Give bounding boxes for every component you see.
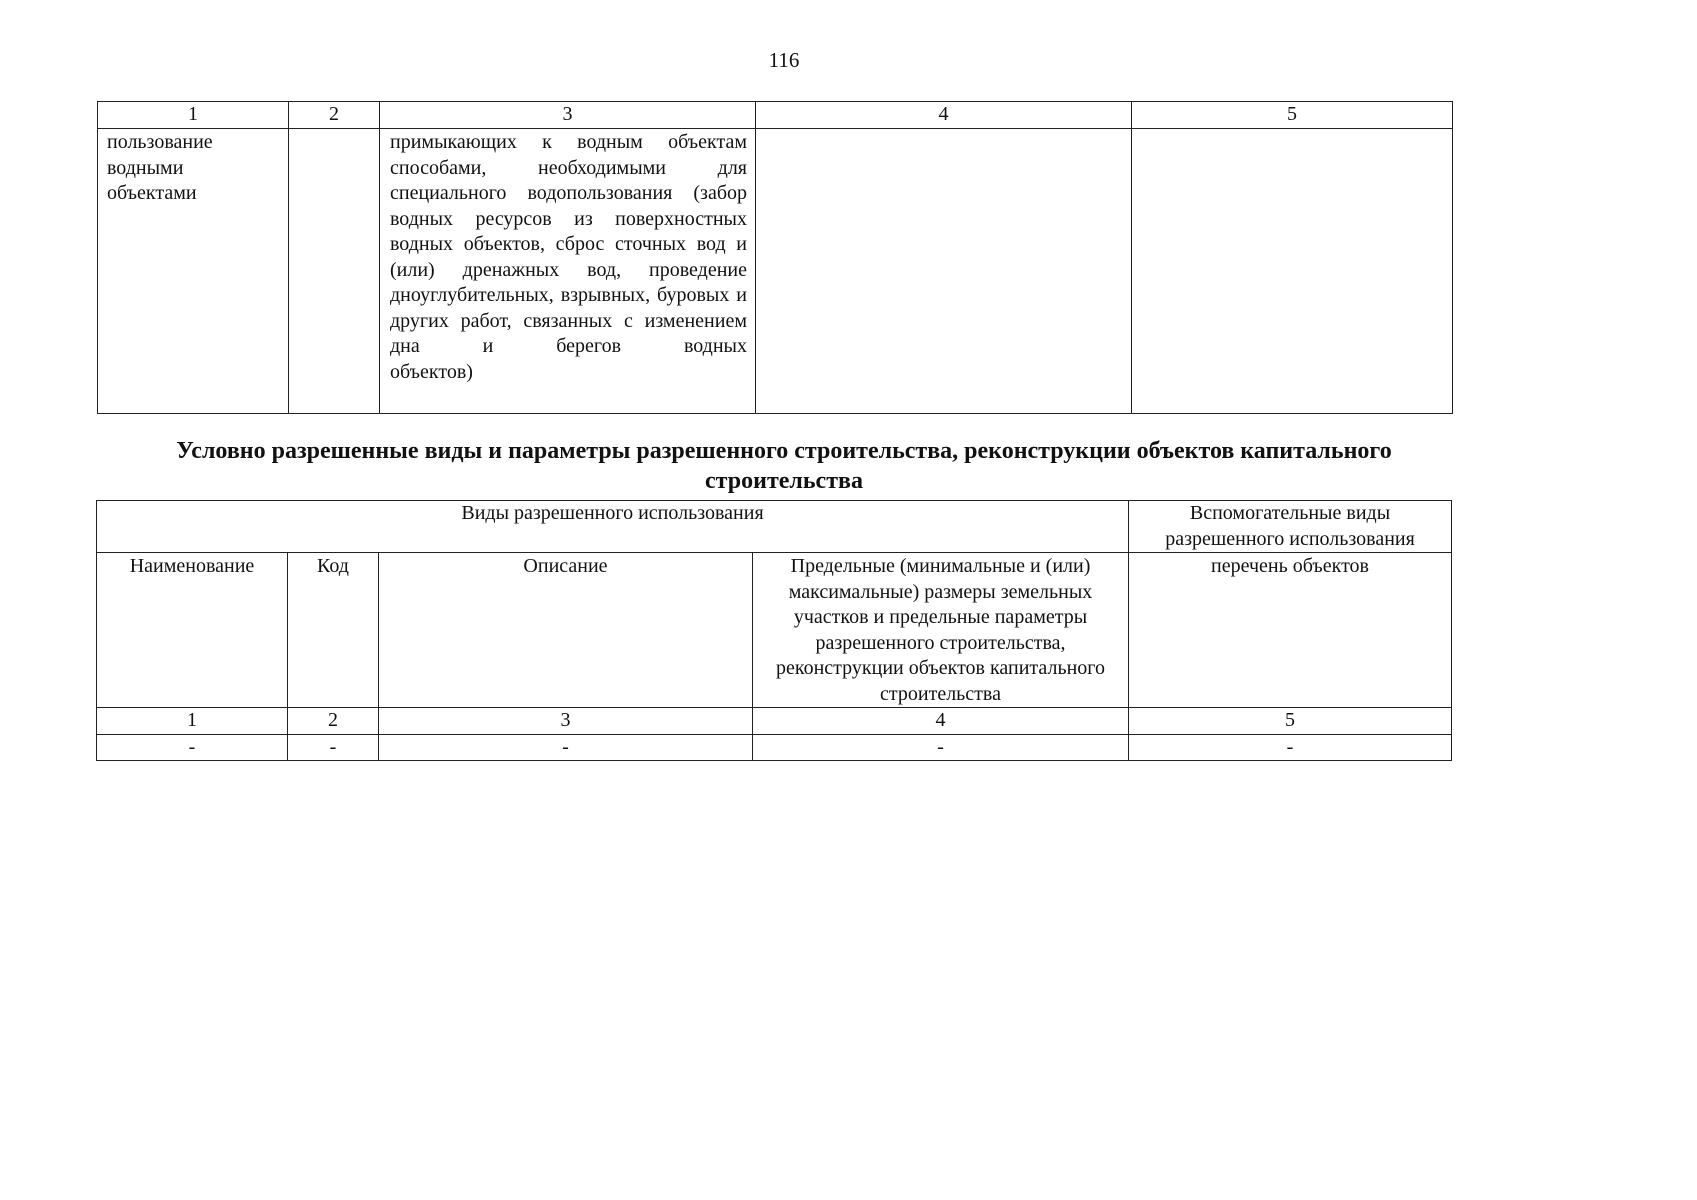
table-cell: - — [753, 735, 1129, 761]
column-number-row — [97, 708, 1452, 735]
limits-header — [753, 553, 1129, 708]
main-uses-header: Виды разрешенного использования — [97, 501, 1129, 553]
table-cell: - — [97, 735, 288, 761]
column-number: 1 — [98, 102, 289, 129]
table-cell: - — [379, 735, 753, 761]
auxiliary-cell — [1132, 129, 1453, 414]
use-name-cell — [98, 129, 289, 414]
column-number: 2 — [289, 102, 380, 129]
column-number: 4 — [753, 708, 1129, 735]
column-header-row — [97, 553, 1452, 708]
objects-header: перечень объектов — [1129, 553, 1452, 708]
table-cell: - — [1129, 735, 1452, 761]
column-number-row — [98, 102, 1453, 129]
conditional-uses-table — [96, 500, 1452, 761]
column-number: 3 — [379, 708, 753, 735]
column-number: 4 — [756, 102, 1132, 129]
limits-header-text: Предельные (минимальные и (или) максимальные) размеры земельных участков и предельные параметры разрешенного строительства, реконструкции объектов капитального строительства — [776, 555, 1105, 705]
name-header: Наименование — [97, 553, 288, 708]
column-number: 3 — [380, 102, 756, 129]
use-code-cell — [289, 129, 380, 414]
column-number: 1 — [97, 708, 288, 735]
use-description-last-line: объектов) — [390, 360, 473, 383]
column-number: 5 — [1129, 708, 1452, 735]
use-description: примыкающих к водным объектам способами, необходимыми для специального водопользования (забор водных ресурсов из поверхностных водных объектов, сброс сточных вод и (или) дренажных вод, проведение дноуглубительных, взрывных, буровых и других работ, связанных с изменением дна и берегов водных — [390, 131, 747, 357]
use-name: пользование водными объектами — [107, 131, 213, 204]
column-number: 5 — [1132, 102, 1453, 129]
table-row — [97, 735, 1452, 761]
table-cell: - — [288, 735, 379, 761]
limits-cell — [756, 129, 1132, 414]
continuation-table — [97, 101, 1453, 414]
page-number: 116 — [768, 48, 800, 72]
description-header: Описание — [379, 553, 753, 708]
column-number: 2 — [288, 708, 379, 735]
table-row — [98, 129, 1453, 414]
group-header-row — [97, 501, 1452, 553]
section-heading: Условно разрешенные виды и параметры разрешенного строительства, реконструкции объектов капитального строительства — [176, 438, 1392, 494]
code-header: Код — [288, 553, 379, 708]
auxiliary-uses-header: Вспомогательные виды разрешенного использования — [1129, 501, 1452, 553]
use-description-cell — [380, 129, 756, 414]
